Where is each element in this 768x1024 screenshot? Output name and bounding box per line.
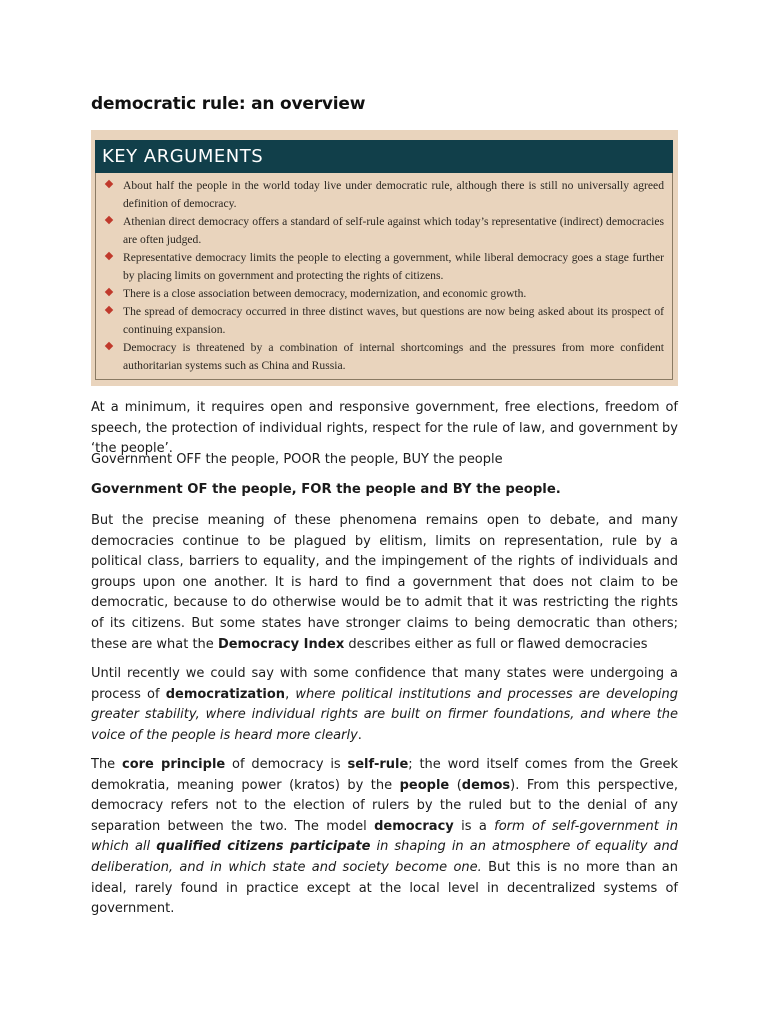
key-arguments-list (95, 173, 673, 380)
democracy-term: democracy (374, 818, 454, 834)
paragraph-government-of: Government OF the people, FOR the people and BY the people. (91, 482, 561, 497)
self-rule-term: self-rule (347, 757, 409, 772)
core-principle-term: core principle (121, 757, 226, 772)
key-argument-item: There is a close association between democracy, modernization, and economic growth. (104, 285, 664, 303)
key-arguments-box (91, 130, 678, 386)
diamond-bullet-icon (105, 252, 113, 260)
democracy-index-term: Democracy Index (217, 636, 345, 652)
paragraph-precise-meaning: But the precise meaning of these phenomena remains open to debate, and many democracies continue to be plagued by elitism, limits on representation, rule by a political class, barriers to equality, and the impingement of the rights of individuals and groups upon one another. It is hard to find a government that does not claim to be democratic, because to do otherwise would be to admit that it was restricting the rights of its citizens. But some states have stronger claims to being democratic than others; these are what the Democracy Index describes either as full or flawed democracies (91, 513, 678, 652)
key-argument-item: Athenian direct democracy offers a standard of self-rule against which today’s representative (indirect) democracies are often judged. (104, 213, 664, 249)
key-argument-item: Democracy is threatened by a combination of internal shortcomings and the pressures from more confident authoritarian systems such as China and Russia. (104, 339, 664, 375)
demos-term: demos (461, 777, 511, 793)
key-argument-item: The spread of democracy occurred in three distinct waves, but questions are now being asked about its prospect of continuing expansion. (104, 303, 664, 339)
page-title: democratic rule: an overview (91, 94, 366, 114)
paragraph-democratization: Until recently we could say with some confidence that many states were undergoing a process of democratization, where political institutions and processes are developing greater stability, where individual rights are built on firmer foundations, and where the voice of the people is heard more clearly. (91, 666, 679, 743)
paragraph-minimum-requirements: At a minimum, it requires open and responsive government, free elections, freedom of speech, the protection of individual rights, respect for the rule of law, and government by ‘the people’. (91, 400, 678, 457)
paragraph-core-principle: The core principle of democracy is self-rule; the word itself comes from the Greek demokratia, meaning power (kratos) by the people (demos). From this perspective, democracy refers not to the election of rulers by the ruled but to the denial of any separation between the two. The model democracy is a form of self-government in which all qualified citizens participate in shaping in an atmosphere of equality and deliberation, and in which state and society become one. But this is no more than an ideal, rarely found in practice except at the local level in decentralized systems of government. (91, 757, 679, 917)
qualified-citizens-term: qualified citizens participate (156, 839, 371, 855)
diamond-bullet-icon (105, 306, 113, 314)
diamond-bullet-icon (105, 216, 113, 224)
diamond-bullet-icon (105, 180, 113, 188)
key-arguments-heading: KEY ARGUMENTS (95, 140, 673, 173)
paragraph-government-off: Government OFF the people, POOR the people, BUY the people (91, 452, 503, 467)
key-argument-item: Representative democracy limits the people to electing a government, while liberal democracy goes a stage further by placing limits on government and protecting the rights of citizens. (104, 249, 664, 285)
people-term: people (399, 777, 450, 793)
diamond-bullet-icon (105, 288, 113, 296)
democratization-term: democratization (165, 686, 286, 702)
key-argument-item: About half the people in the world today live under democratic rule, although there is still no universally agreed definition of democracy. (104, 177, 664, 213)
diamond-bullet-icon (105, 342, 113, 350)
